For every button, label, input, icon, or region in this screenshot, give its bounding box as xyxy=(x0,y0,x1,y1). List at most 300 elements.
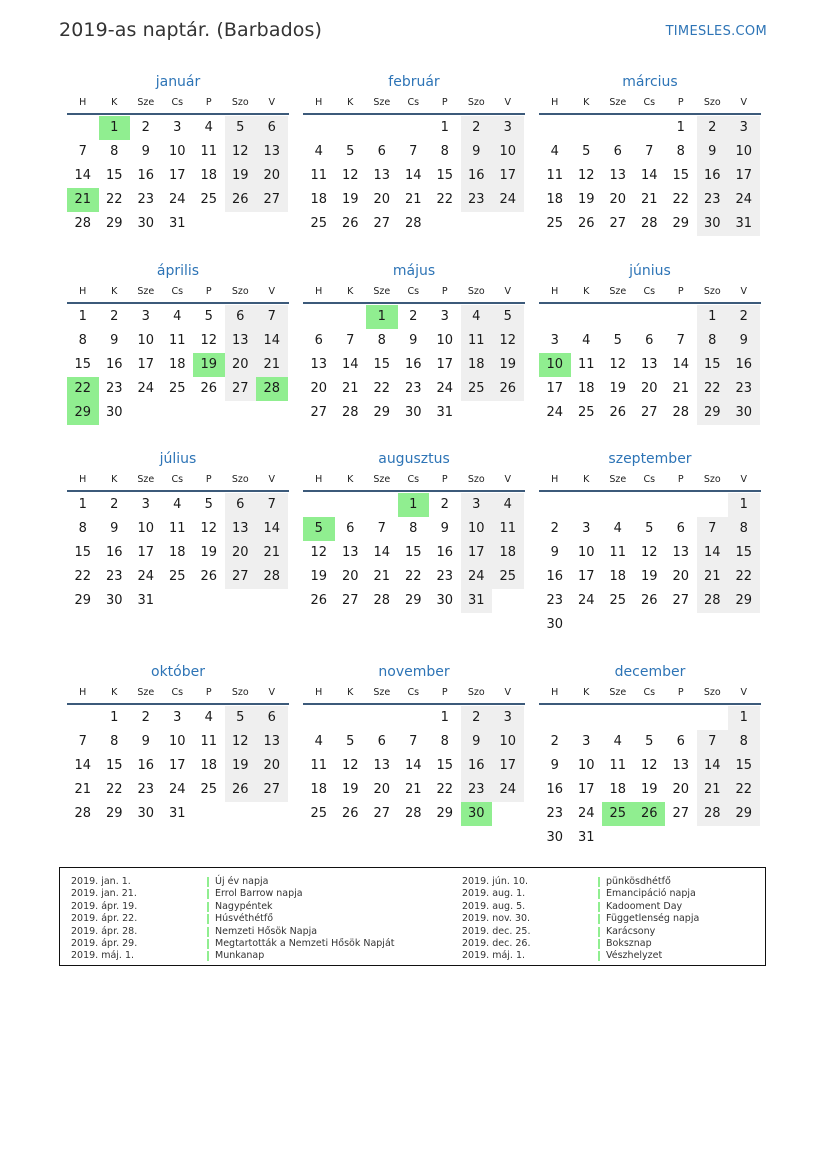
day-cell[interactable]: 22 xyxy=(404,569,422,584)
day-cell[interactable]: 4 xyxy=(613,521,622,536)
day-cell[interactable]: 22 xyxy=(728,565,760,589)
day-cell[interactable]: 16 xyxy=(546,569,564,584)
day-cell[interactable]: 15 xyxy=(105,168,123,183)
day-cell[interactable]: 31 xyxy=(728,212,760,236)
day-cell[interactable]: 2 xyxy=(440,497,449,512)
day-cell[interactable]: 16 xyxy=(697,164,729,188)
day-cell[interactable]: 23 xyxy=(105,569,123,584)
day-cell[interactable]: 23 xyxy=(546,593,564,608)
day-cell[interactable]: 22 xyxy=(74,569,92,584)
day-cell[interactable]: 19 xyxy=(341,192,359,207)
day-cell[interactable]: 17 xyxy=(168,168,186,183)
day-cell[interactable]: 20 xyxy=(640,381,658,396)
day-cell[interactable]: 8 xyxy=(78,333,87,348)
day-cell[interactable]: 13 xyxy=(373,168,391,183)
day-cell[interactable]: 17 xyxy=(577,782,595,797)
day-cell[interactable]: 27 xyxy=(640,405,658,420)
day-cell[interactable]: 29 xyxy=(404,593,422,608)
day-cell[interactable]: 3 xyxy=(173,710,182,725)
day-cell[interactable]: 14 xyxy=(373,545,391,560)
day-cell[interactable]: 17 xyxy=(728,164,760,188)
day-cell[interactable]: 10 xyxy=(168,144,186,159)
day-cell[interactable]: 4 xyxy=(204,710,213,725)
day-cell[interactable]: 10 xyxy=(492,730,524,754)
day-cell[interactable]: 7 xyxy=(697,517,729,541)
day-cell[interactable]: 18 xyxy=(200,168,218,183)
day-cell[interactable]: 13 xyxy=(256,730,288,754)
day-cell[interactable]: 24 xyxy=(492,778,524,802)
day-cell[interactable]: 3 xyxy=(582,521,591,536)
day-cell[interactable]: 15 xyxy=(74,357,92,372)
day-cell[interactable]: 27 xyxy=(672,806,690,821)
day-cell[interactable]: 4 xyxy=(314,144,323,159)
holiday-day-cell[interactable]: 10 xyxy=(539,353,571,377)
day-cell[interactable]: 4 xyxy=(204,120,213,135)
day-cell[interactable]: 14 xyxy=(256,517,288,541)
day-cell[interactable]: 16 xyxy=(546,782,564,797)
day-cell[interactable]: 2 xyxy=(461,116,493,140)
day-cell[interactable]: 15 xyxy=(373,357,391,372)
day-cell[interactable]: 27 xyxy=(256,188,288,212)
day-cell[interactable]: 22 xyxy=(105,782,123,797)
day-cell[interactable]: 1 xyxy=(440,710,449,725)
day-cell[interactable]: 22 xyxy=(728,778,760,802)
day-cell[interactable]: 15 xyxy=(74,545,92,560)
day-cell[interactable]: 8 xyxy=(78,521,87,536)
day-cell[interactable]: 31 xyxy=(137,593,155,608)
holiday-day-cell[interactable]: 1 xyxy=(99,116,131,140)
day-cell[interactable]: 7 xyxy=(377,521,386,536)
day-cell[interactable]: 1 xyxy=(78,309,87,324)
day-cell[interactable]: 12 xyxy=(640,545,658,560)
day-cell[interactable]: 24 xyxy=(137,381,155,396)
day-cell[interactable]: 11 xyxy=(492,517,524,541)
day-cell[interactable]: 3 xyxy=(492,116,524,140)
day-cell[interactable]: 21 xyxy=(256,353,288,377)
day-cell[interactable]: 3 xyxy=(582,734,591,749)
day-cell[interactable]: 6 xyxy=(645,333,654,348)
day-cell[interactable]: 6 xyxy=(225,493,257,517)
day-cell[interactable]: 30 xyxy=(137,216,155,231)
day-cell[interactable]: 8 xyxy=(409,521,418,536)
day-cell[interactable]: 16 xyxy=(436,545,454,560)
day-cell[interactable]: 14 xyxy=(672,357,690,372)
day-cell[interactable]: 16 xyxy=(137,168,155,183)
day-cell[interactable]: 8 xyxy=(697,329,729,353)
day-cell[interactable]: 7 xyxy=(78,734,87,749)
day-cell[interactable]: 15 xyxy=(436,168,454,183)
day-cell[interactable]: 8 xyxy=(728,730,760,754)
day-cell[interactable]: 28 xyxy=(404,806,422,821)
day-cell[interactable]: 26 xyxy=(200,569,218,584)
day-cell[interactable]: 21 xyxy=(672,381,690,396)
day-cell[interactable]: 24 xyxy=(577,806,595,821)
day-cell[interactable]: 14 xyxy=(404,168,422,183)
day-cell[interactable]: 4 xyxy=(314,734,323,749)
day-cell[interactable]: 23 xyxy=(404,381,422,396)
day-cell[interactable]: 9 xyxy=(110,521,119,536)
day-cell[interactable]: 24 xyxy=(137,569,155,584)
day-cell[interactable]: 7 xyxy=(78,144,87,159)
day-cell[interactable]: 28 xyxy=(74,216,92,231)
day-cell[interactable]: 2 xyxy=(409,309,418,324)
day-cell[interactable]: 7 xyxy=(697,730,729,754)
day-cell[interactable]: 24 xyxy=(577,593,595,608)
day-cell[interactable]: 21 xyxy=(640,192,658,207)
day-cell[interactable]: 19 xyxy=(225,754,257,778)
day-cell[interactable]: 6 xyxy=(613,144,622,159)
day-cell[interactable]: 12 xyxy=(200,333,218,348)
day-cell[interactable]: 7 xyxy=(409,734,418,749)
day-cell[interactable]: 2 xyxy=(110,309,119,324)
day-cell[interactable]: 8 xyxy=(440,734,449,749)
day-cell[interactable]: 6 xyxy=(256,706,288,730)
day-cell[interactable]: 6 xyxy=(256,116,288,140)
day-cell[interactable]: 21 xyxy=(341,381,359,396)
day-cell[interactable]: 11 xyxy=(461,329,493,353)
day-cell[interactable]: 14 xyxy=(697,541,729,565)
day-cell[interactable]: 27 xyxy=(225,377,257,401)
day-cell[interactable]: 12 xyxy=(310,545,328,560)
day-cell[interactable]: 5 xyxy=(613,333,622,348)
day-cell[interactable]: 18 xyxy=(546,192,564,207)
day-cell[interactable]: 28 xyxy=(373,593,391,608)
day-cell[interactable]: 31 xyxy=(461,589,493,613)
day-cell[interactable]: 10 xyxy=(137,521,155,536)
day-cell[interactable]: 19 xyxy=(640,569,658,584)
day-cell[interactable]: 26 xyxy=(200,381,218,396)
day-cell[interactable]: 16 xyxy=(105,357,123,372)
day-cell[interactable]: 25 xyxy=(310,216,328,231)
day-cell[interactable]: 20 xyxy=(256,754,288,778)
day-cell[interactable]: 28 xyxy=(640,216,658,231)
day-cell[interactable]: 25 xyxy=(461,377,493,401)
day-cell[interactable]: 24 xyxy=(168,192,186,207)
day-cell[interactable]: 25 xyxy=(492,565,524,589)
day-cell[interactable]: 10 xyxy=(461,517,493,541)
day-cell[interactable]: 26 xyxy=(492,377,524,401)
day-cell[interactable]: 21 xyxy=(404,192,422,207)
day-cell[interactable]: 27 xyxy=(256,778,288,802)
day-cell[interactable]: 19 xyxy=(310,569,328,584)
day-cell[interactable]: 30 xyxy=(728,401,760,425)
day-cell[interactable]: 12 xyxy=(341,168,359,183)
day-cell[interactable]: 15 xyxy=(728,754,760,778)
day-cell[interactable]: 21 xyxy=(256,541,288,565)
day-cell[interactable]: 28 xyxy=(74,806,92,821)
day-cell[interactable]: 22 xyxy=(105,192,123,207)
day-cell[interactable]: 26 xyxy=(609,405,627,420)
day-cell[interactable]: 20 xyxy=(609,192,627,207)
day-cell[interactable]: 30 xyxy=(105,593,123,608)
day-cell[interactable]: 6 xyxy=(346,521,355,536)
day-cell[interactable]: 1 xyxy=(676,120,685,135)
day-cell[interactable]: 21 xyxy=(404,782,422,797)
day-cell[interactable]: 5 xyxy=(582,144,591,159)
day-cell[interactable]: 10 xyxy=(577,758,595,773)
day-cell[interactable]: 10 xyxy=(436,333,454,348)
day-cell[interactable]: 3 xyxy=(173,120,182,135)
day-cell[interactable]: 14 xyxy=(341,357,359,372)
day-cell[interactable]: 18 xyxy=(577,381,595,396)
day-cell[interactable]: 2 xyxy=(141,120,150,135)
day-cell[interactable]: 19 xyxy=(609,381,627,396)
day-cell[interactable]: 15 xyxy=(105,758,123,773)
day-cell[interactable]: 19 xyxy=(640,782,658,797)
day-cell[interactable]: 26 xyxy=(225,188,257,212)
day-cell[interactable]: 17 xyxy=(577,569,595,584)
day-cell[interactable]: 8 xyxy=(728,517,760,541)
day-cell[interactable]: 16 xyxy=(404,357,422,372)
day-cell[interactable]: 19 xyxy=(577,192,595,207)
holiday-day-cell[interactable]: 25 xyxy=(602,802,634,826)
day-cell[interactable]: 27 xyxy=(373,806,391,821)
day-cell[interactable]: 26 xyxy=(341,806,359,821)
day-cell[interactable]: 11 xyxy=(310,758,328,773)
day-cell[interactable]: 21 xyxy=(74,782,92,797)
holiday-day-cell[interactable]: 19 xyxy=(193,353,225,377)
day-cell[interactable]: 18 xyxy=(461,353,493,377)
day-cell[interactable]: 25 xyxy=(310,806,328,821)
day-cell[interactable]: 20 xyxy=(256,164,288,188)
day-cell[interactable]: 14 xyxy=(74,758,92,773)
day-cell[interactable]: 25 xyxy=(168,569,186,584)
day-cell[interactable]: 6 xyxy=(314,333,323,348)
day-cell[interactable]: 6 xyxy=(225,305,257,329)
day-cell[interactable]: 23 xyxy=(137,782,155,797)
holiday-day-cell[interactable]: 30 xyxy=(461,802,493,826)
day-cell[interactable]: 17 xyxy=(168,758,186,773)
day-cell[interactable]: 9 xyxy=(728,329,760,353)
day-cell[interactable]: 9 xyxy=(550,758,559,773)
day-cell[interactable]: 13 xyxy=(373,758,391,773)
day-cell[interactable]: 30 xyxy=(546,617,564,632)
day-cell[interactable]: 10 xyxy=(168,734,186,749)
day-cell[interactable]: 14 xyxy=(256,329,288,353)
day-cell[interactable]: 31 xyxy=(577,830,595,845)
day-cell[interactable]: 18 xyxy=(168,545,186,560)
day-cell[interactable]: 19 xyxy=(341,782,359,797)
day-cell[interactable]: 5 xyxy=(645,734,654,749)
day-cell[interactable]: 11 xyxy=(609,758,627,773)
day-cell[interactable]: 20 xyxy=(373,192,391,207)
day-cell[interactable]: 5 xyxy=(346,734,355,749)
holiday-day-cell[interactable]: 22 xyxy=(67,377,99,401)
day-cell[interactable]: 16 xyxy=(728,353,760,377)
day-cell[interactable]: 29 xyxy=(105,216,123,231)
day-cell[interactable]: 5 xyxy=(204,497,213,512)
day-cell[interactable]: 1 xyxy=(440,120,449,135)
day-cell[interactable]: 13 xyxy=(640,357,658,372)
day-cell[interactable]: 9 xyxy=(697,140,729,164)
day-cell[interactable]: 12 xyxy=(609,357,627,372)
day-cell[interactable]: 25 xyxy=(609,593,627,608)
day-cell[interactable]: 22 xyxy=(436,782,454,797)
day-cell[interactable]: 15 xyxy=(697,353,729,377)
day-cell[interactable]: 8 xyxy=(676,144,685,159)
day-cell[interactable]: 29 xyxy=(672,216,690,231)
day-cell[interactable]: 27 xyxy=(310,405,328,420)
day-cell[interactable]: 17 xyxy=(492,164,524,188)
day-cell[interactable]: 28 xyxy=(697,802,729,826)
day-cell[interactable]: 29 xyxy=(728,802,760,826)
day-cell[interactable]: 10 xyxy=(577,545,595,560)
day-cell[interactable]: 5 xyxy=(346,144,355,159)
holiday-day-cell[interactable]: 1 xyxy=(366,305,398,329)
day-cell[interactable]: 5 xyxy=(225,116,257,140)
day-cell[interactable]: 6 xyxy=(676,734,685,749)
day-cell[interactable]: 29 xyxy=(436,806,454,821)
day-cell[interactable]: 20 xyxy=(225,541,257,565)
day-cell[interactable]: 31 xyxy=(168,806,186,821)
day-cell[interactable]: 13 xyxy=(225,517,257,541)
day-cell[interactable]: 4 xyxy=(173,309,182,324)
day-cell[interactable]: 17 xyxy=(137,545,155,560)
day-cell[interactable]: 17 xyxy=(461,541,493,565)
day-cell[interactable]: 13 xyxy=(672,545,690,560)
day-cell[interactable]: 27 xyxy=(373,216,391,231)
day-cell[interactable]: 13 xyxy=(341,545,359,560)
day-cell[interactable]: 18 xyxy=(310,192,328,207)
day-cell[interactable]: 2 xyxy=(550,734,559,749)
day-cell[interactable]: 24 xyxy=(168,782,186,797)
day-cell[interactable]: 1 xyxy=(78,497,87,512)
day-cell[interactable]: 23 xyxy=(461,188,493,212)
day-cell[interactable]: 23 xyxy=(105,381,123,396)
day-cell[interactable]: 23 xyxy=(697,188,729,212)
day-cell[interactable]: 30 xyxy=(105,405,123,420)
day-cell[interactable]: 2 xyxy=(110,497,119,512)
day-cell[interactable]: 12 xyxy=(640,758,658,773)
day-cell[interactable]: 7 xyxy=(346,333,355,348)
day-cell[interactable]: 6 xyxy=(377,144,386,159)
day-cell[interactable]: 23 xyxy=(461,778,493,802)
day-cell[interactable]: 28 xyxy=(341,405,359,420)
day-cell[interactable]: 7 xyxy=(256,305,288,329)
day-cell[interactable]: 12 xyxy=(225,140,257,164)
day-cell[interactable]: 11 xyxy=(310,168,328,183)
day-cell[interactable]: 19 xyxy=(492,353,524,377)
day-cell[interactable]: 9 xyxy=(461,730,493,754)
day-cell[interactable]: 12 xyxy=(225,730,257,754)
day-cell[interactable]: 18 xyxy=(609,782,627,797)
day-cell[interactable]: 3 xyxy=(550,333,559,348)
day-cell[interactable]: 11 xyxy=(200,734,218,749)
day-cell[interactable]: 2 xyxy=(141,710,150,725)
day-cell[interactable]: 21 xyxy=(697,565,729,589)
day-cell[interactable]: 23 xyxy=(137,192,155,207)
day-cell[interactable]: 2 xyxy=(728,305,760,329)
day-cell[interactable]: 20 xyxy=(672,782,690,797)
day-cell[interactable]: 22 xyxy=(697,377,729,401)
day-cell[interactable]: 9 xyxy=(409,333,418,348)
day-cell[interactable]: 1 xyxy=(697,305,729,329)
day-cell[interactable]: 27 xyxy=(672,593,690,608)
day-cell[interactable]: 18 xyxy=(492,541,524,565)
day-cell[interactable]: 16 xyxy=(137,758,155,773)
day-cell[interactable]: 24 xyxy=(546,405,564,420)
day-cell[interactable]: 4 xyxy=(492,493,524,517)
day-cell[interactable]: 3 xyxy=(440,309,449,324)
day-cell[interactable]: 14 xyxy=(697,754,729,778)
day-cell[interactable]: 30 xyxy=(137,806,155,821)
holiday-day-cell[interactable]: 29 xyxy=(67,401,99,425)
day-cell[interactable]: 26 xyxy=(225,778,257,802)
day-cell[interactable]: 6 xyxy=(676,521,685,536)
day-cell[interactable]: 27 xyxy=(225,565,257,589)
day-cell[interactable]: 3 xyxy=(728,116,760,140)
holiday-day-cell[interactable]: 5 xyxy=(303,517,335,541)
day-cell[interactable]: 24 xyxy=(728,188,760,212)
day-cell[interactable]: 22 xyxy=(373,381,391,396)
day-cell[interactable]: 10 xyxy=(728,140,760,164)
day-cell[interactable]: 29 xyxy=(728,589,760,613)
day-cell[interactable]: 26 xyxy=(577,216,595,231)
holiday-day-cell[interactable]: 28 xyxy=(256,377,288,401)
day-cell[interactable]: 20 xyxy=(225,353,257,377)
holiday-day-cell[interactable]: 26 xyxy=(634,802,666,826)
day-cell[interactable]: 10 xyxy=(137,333,155,348)
day-cell[interactable]: 16 xyxy=(461,164,493,188)
day-cell[interactable]: 11 xyxy=(168,521,186,536)
day-cell[interactable]: 11 xyxy=(609,545,627,560)
day-cell[interactable]: 16 xyxy=(461,754,493,778)
day-cell[interactable]: 17 xyxy=(137,357,155,372)
day-cell[interactable]: 31 xyxy=(168,216,186,231)
day-cell[interactable]: 7 xyxy=(676,333,685,348)
day-cell[interactable]: 16 xyxy=(105,545,123,560)
day-cell[interactable]: 4 xyxy=(461,305,493,329)
day-cell[interactable]: 21 xyxy=(373,569,391,584)
day-cell[interactable]: 10 xyxy=(492,140,524,164)
day-cell[interactable]: 5 xyxy=(204,309,213,324)
day-cell[interactable]: 20 xyxy=(341,569,359,584)
day-cell[interactable]: 8 xyxy=(440,144,449,159)
day-cell[interactable]: 15 xyxy=(404,545,422,560)
holiday-day-cell[interactable]: 21 xyxy=(67,188,99,212)
day-cell[interactable]: 18 xyxy=(310,782,328,797)
day-cell[interactable]: 3 xyxy=(141,309,150,324)
day-cell[interactable]: 13 xyxy=(609,168,627,183)
day-cell[interactable]: 5 xyxy=(492,305,524,329)
day-cell[interactable]: 5 xyxy=(645,521,654,536)
day-cell[interactable]: 19 xyxy=(200,545,218,560)
day-cell[interactable]: 14 xyxy=(74,168,92,183)
day-cell[interactable]: 9 xyxy=(110,333,119,348)
day-cell[interactable]: 3 xyxy=(492,706,524,730)
day-cell[interactable]: 12 xyxy=(341,758,359,773)
day-cell[interactable]: 30 xyxy=(436,593,454,608)
day-cell[interactable]: 9 xyxy=(550,545,559,560)
day-cell[interactable]: 29 xyxy=(74,593,92,608)
day-cell[interactable]: 13 xyxy=(310,357,328,372)
day-cell[interactable]: 14 xyxy=(404,758,422,773)
day-cell[interactable]: 28 xyxy=(256,565,288,589)
day-cell[interactable]: 14 xyxy=(640,168,658,183)
day-cell[interactable]: 31 xyxy=(436,405,454,420)
day-cell[interactable]: 7 xyxy=(645,144,654,159)
day-cell[interactable]: 20 xyxy=(373,782,391,797)
day-cell[interactable]: 1 xyxy=(728,706,760,730)
day-cell[interactable]: 24 xyxy=(492,188,524,212)
day-cell[interactable]: 2 xyxy=(461,706,493,730)
day-cell[interactable]: 20 xyxy=(310,381,328,396)
day-cell[interactable]: 17 xyxy=(546,381,564,396)
day-cell[interactable]: 1 xyxy=(728,493,760,517)
day-cell[interactable]: 6 xyxy=(377,734,386,749)
day-cell[interactable]: 13 xyxy=(256,140,288,164)
day-cell[interactable]: 4 xyxy=(613,734,622,749)
